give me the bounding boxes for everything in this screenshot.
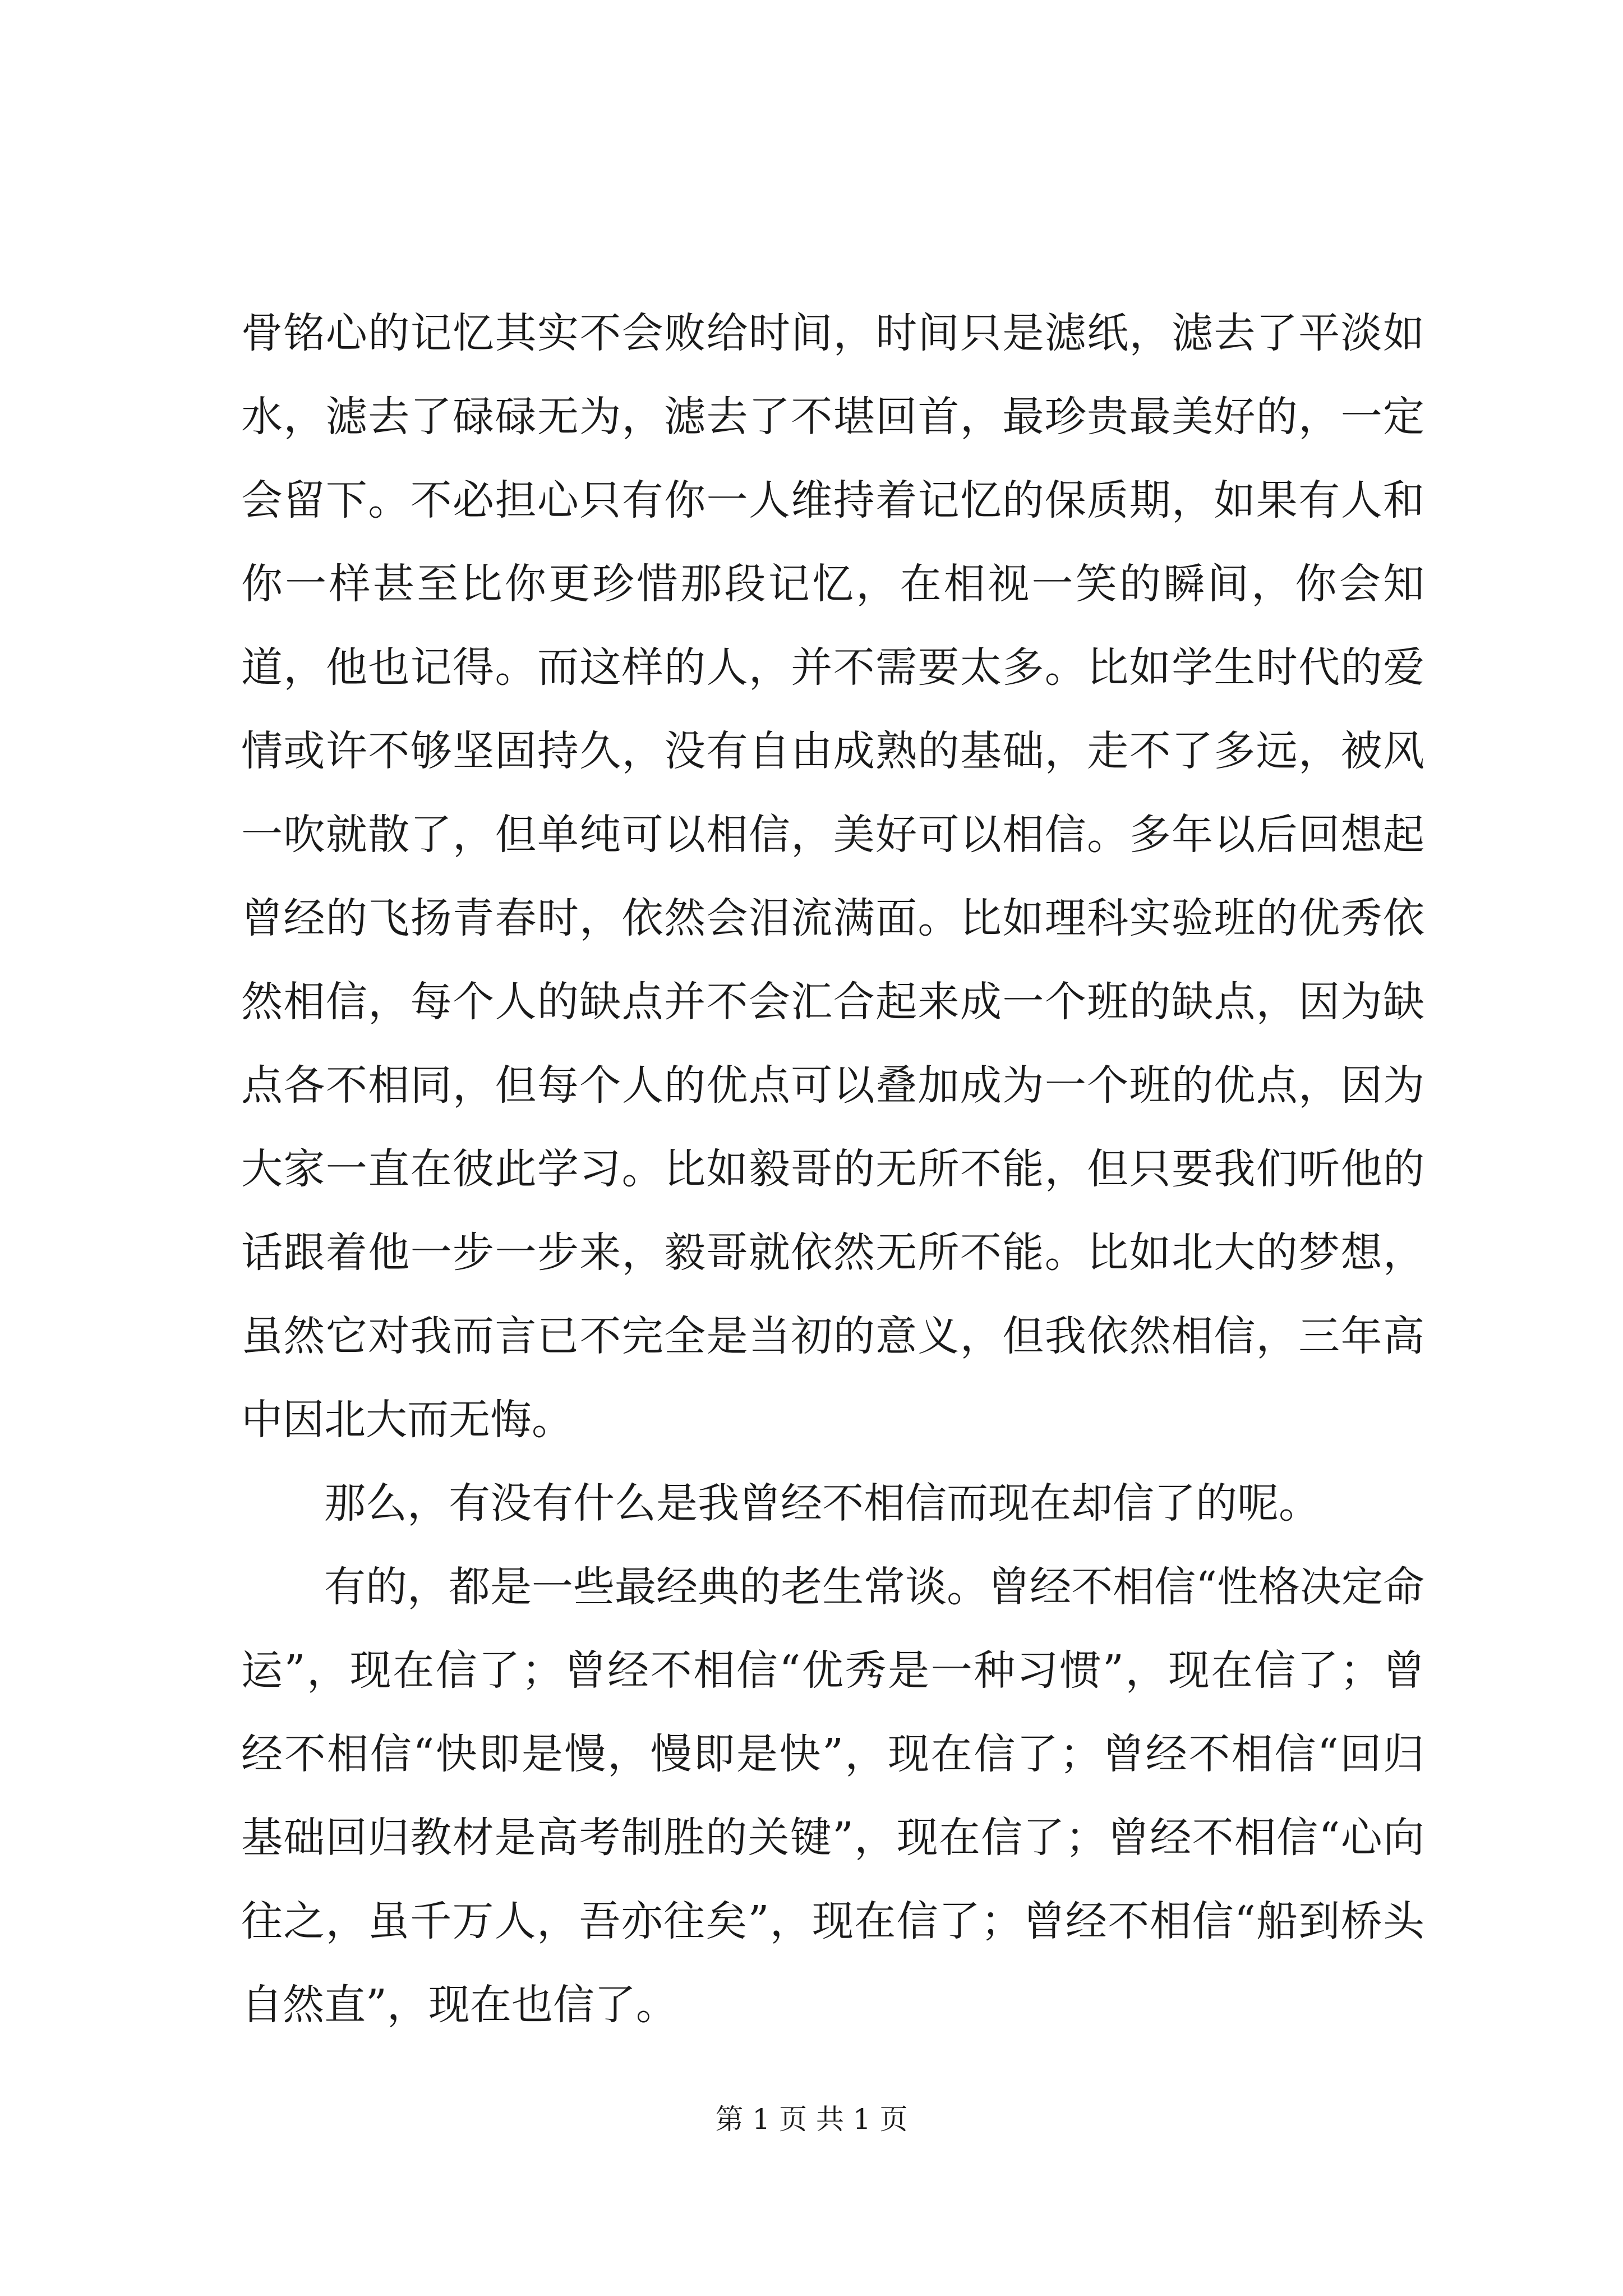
paragraph-2: 那么，有没有什么是我曾经不相信而现在却信了的呢。 <box>324 1479 1320 1527</box>
paragraph-3: 有的，都是一些最经典的老生常谈。曾经不相信“性格决定命运”，现在信了；曾经不相信“优秀是一种习惯”，现在信了；曾经不相信“快即是慢，慢即是快”，现在信了；曾经不相信“回归基础回归教材是高考制胜的关键”，现在信了；曾经不相信“心向往之，虽千万人，吾亦往矣”，现在信了；曾经不相信“船到桥头自然直”，现在也信了。 <box>241 1563 1424 2029</box>
page-footer: 第 1 页 共 1 页 <box>715 2103 908 2136</box>
paragraph-1: 骨铭心的记忆其实不会败给时间，时间只是滤纸，滤去了平淡如水，滤去了碌碌无为，滤去了不堪回首，最珍贵最美好的，一定会留下。不必担心只有你一人维持着记忆的保质期，如果有人和你一样甚至比你更珍惜那段记忆，在相视一笑的瞬间，你会知道，他也记得。而这样的人，并不需要太多。比如学生时代的爱情或许不够坚固持久，没有自由成熟的基础，走不了多远，被风一吹就散了，但单纯可以相信，美好可以相信。多年以后回想起曾经的飞扬青春时，依然会泪流满面。比如理科实验班的优秀依然相信，每个人的缺点并不会汇合起来成一个班的缺点，因为缺点各不相同，但每个人的优点可以叠加成为一个班的优点，因为大家一直在彼此学习。比如毅哥的无所不能，但只要我们听他的话跟着他一步一步来，毅哥就依然无所不能。比如北大的梦想，虽然它对我而言已不完全是当初的意义，但我依然相信，三年高中因北大而无悔。 <box>241 309 1424 1444</box>
document-body <box>241 292 1424 2047</box>
